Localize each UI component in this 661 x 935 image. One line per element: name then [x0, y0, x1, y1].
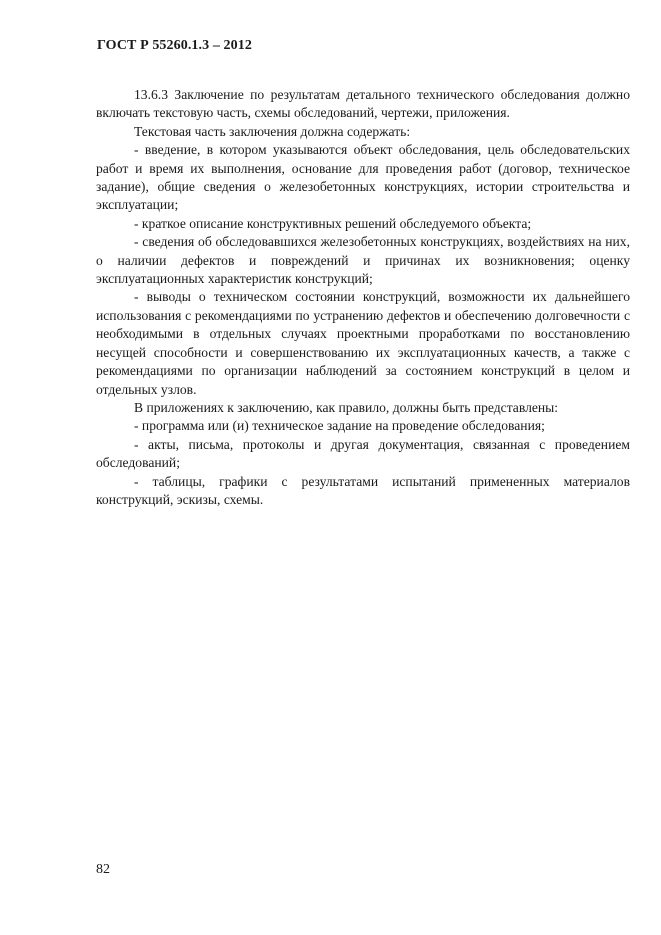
- paragraph-conclusion-intro: 13.6.3 Заключение по результатам детального технического обследования должно включать текстовую часть, схемы обследований, чертежи, приложения.: [96, 87, 630, 121]
- paragraph-appendices-heading: В приложениях к заключению, как правило, должны быть представлены:: [134, 399, 559, 415]
- list-item-tables-graphs: - таблицы, графики с результатами испытаний примененных материалов конструкций, эскизы, схемы.: [96, 473, 630, 507]
- list-item-structural-description: - краткое описание конструктивных решений обследуемого объекта;: [134, 215, 532, 231]
- paragraph-text-part-heading: Текстовая часть заключения должна содержать:: [134, 123, 411, 139]
- document-body: [96, 86, 630, 509]
- list-item-program: - программа или (и) техническое задание на проведение обследования;: [134, 418, 545, 434]
- list-item-acts-letters: - акты, письма, протоколы и другая документация, связанная с проведением обследований;: [96, 436, 630, 471]
- list-item-conclusions: - выводы о техническом состоянии конструкций, возможности их дальнейшего использования с рекомендациями по устранению дефектов и обеспечению долговечности с необходимыми в отдельных случаях проектными проработками по восстановлению несущей способности и совершенствованию их эксплуатационных качеств, а также с рекомендациями по организации наблюдений за состоянием конструкций в целом и отдельных узлов.: [96, 289, 630, 397]
- page-number: 82: [96, 862, 110, 877]
- document-header: ГОСТ Р 55260.1.3 – 2012: [97, 38, 252, 53]
- list-item-inspected-structures: - сведения об обследовавшихся железобетонных конструкциях, воздействиях на них, о наличии дефектов и повреждений и причинах их возникновения; оценку эксплуатационных характеристик конструкций;: [96, 234, 630, 287]
- list-item-introduction: - введение, в котором указываются объект обследования, цель обследовательских работ и время их выполнения, основание для проведения работ (договор, техническое задание), общие сведения о железобетонных конструкциях, истории строительства и эксплуатации;: [96, 142, 630, 213]
